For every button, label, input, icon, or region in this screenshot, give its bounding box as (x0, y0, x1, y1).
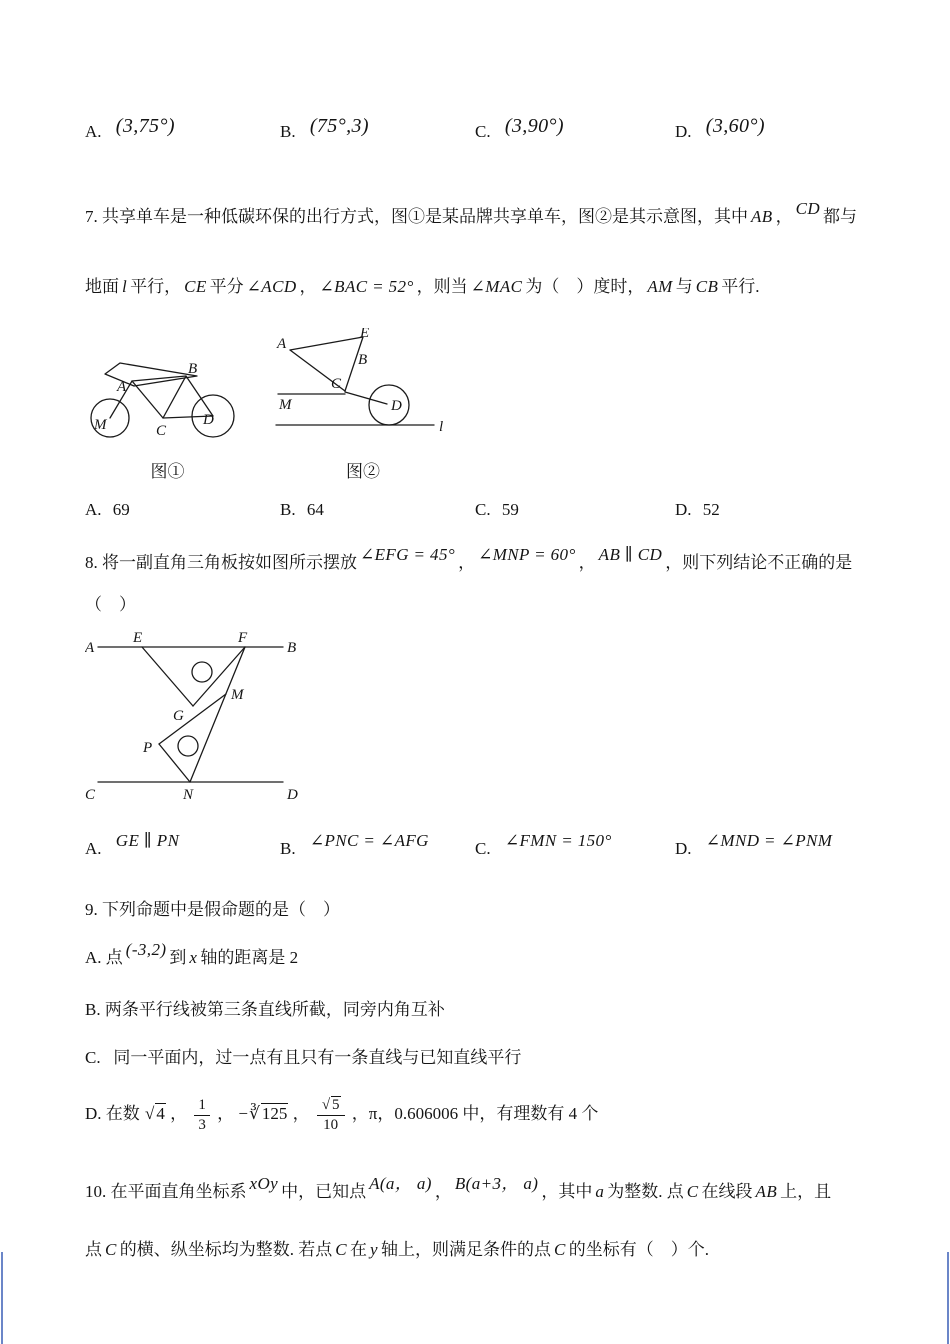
math-run: B(a+3， a) (454, 1174, 539, 1193)
text-run: 的坐标有（ ）个. (568, 1240, 709, 1259)
math-run: ∠MNP = 60° (478, 545, 576, 564)
math-run: C (105, 1240, 117, 1259)
bicycle-diagram-2 (274, 328, 452, 446)
fraction-sqrt5-over-10 (314, 1097, 348, 1133)
figure-1-caption: 图① (150, 462, 185, 481)
option-letter: B. (280, 500, 296, 519)
figure-2 (274, 328, 452, 482)
triangle2-hole (178, 736, 198, 756)
denominator: 10 (317, 1115, 345, 1134)
point-label-m: M (231, 687, 244, 703)
text-run: 在线段 (701, 1182, 753, 1201)
radical-sign: √ (321, 1097, 331, 1113)
option-value: ∠FMN = 150° (504, 831, 612, 850)
negative-cube-root-125 (238, 1103, 288, 1123)
option-a (85, 827, 280, 863)
wheel-circle (369, 385, 409, 425)
option-letter: A. (85, 122, 102, 141)
option-letter: D. (675, 839, 692, 858)
question6-options-row (85, 112, 895, 146)
text-run: ，π，0.606006 中，有理数有 4 个 (351, 1103, 599, 1123)
option-d (675, 827, 895, 863)
math-run: y (370, 1240, 378, 1259)
option-value: 64 (306, 500, 324, 519)
point-label-d: D (203, 412, 214, 428)
text-run: ，则下列结论不正确的是 (665, 553, 853, 572)
math-run: AB (755, 1182, 778, 1201)
text-run: 轴上，则满足条件的点 (380, 1240, 551, 1259)
numerator: 1 (198, 1097, 206, 1113)
text-run: 平分 (209, 277, 244, 296)
minus-sign: − (238, 1103, 248, 1123)
point-label-n: N (183, 787, 194, 803)
numerator (317, 1097, 345, 1115)
option-b (280, 496, 475, 524)
option-value: (3,60°) (705, 115, 765, 137)
question7-figures (85, 328, 895, 482)
text-run: 为整数. 点 (607, 1182, 684, 1201)
point-label-f: F (238, 630, 248, 646)
text-run: ， (434, 1182, 452, 1201)
math-run: ∠ACD (246, 277, 297, 296)
text-run: 中，已知点 (281, 1182, 367, 1201)
text-run: 点 (85, 1240, 102, 1259)
text-run: 都与 (823, 207, 857, 226)
option-letter: A. (85, 500, 102, 519)
point-label-b: B (358, 352, 368, 368)
text-run: ， (458, 553, 476, 572)
option-c (475, 112, 675, 146)
figure-1 (85, 334, 250, 482)
option-letter: C. (475, 500, 491, 519)
point-label-b: B (188, 361, 198, 377)
point-label-e: E (133, 630, 143, 646)
point-label-a: A (277, 336, 287, 352)
option-a (85, 112, 280, 146)
text-run: ， (775, 207, 793, 226)
text-run: ， (299, 277, 317, 296)
point-label-d: D (287, 787, 298, 803)
text-run: 上，且 (780, 1182, 832, 1201)
math-run: ∠EFG = 45° (360, 545, 456, 564)
text-run: 轴的距离是 2 (200, 948, 299, 967)
math-run: CE (184, 277, 207, 296)
option-value: ∠PNC = ∠AFG (309, 831, 429, 850)
point-label-b: B (287, 640, 297, 656)
option-letter: A. (85, 839, 102, 858)
question7-text-line2 (85, 272, 895, 302)
denominator: 3 (194, 1115, 210, 1134)
math-run: AB (751, 207, 773, 226)
fraction-one-third (191, 1097, 213, 1133)
option-c (475, 496, 675, 524)
point-label-d: D (391, 398, 402, 414)
math-run: AB ∥ CD (598, 545, 663, 564)
point-label-m: M (94, 417, 107, 433)
question9-stem (85, 895, 895, 925)
text-run: 10. 在平面直角坐标系 (85, 1182, 247, 1201)
point-label-a: A (85, 640, 95, 656)
radicand: 4 (156, 1103, 165, 1123)
math-run: CB (695, 277, 719, 296)
schematic-lines (276, 337, 434, 425)
text-run: 7. 共享单车是一种低碳环保的出行方式，图①是某品牌共享单车，图②是其示意图，其中 (85, 207, 748, 226)
math-run: C (335, 1240, 347, 1259)
text-run: 平行. (721, 277, 760, 296)
text-run: 到 (169, 948, 187, 967)
radical-sign: ∛ (248, 1103, 260, 1123)
question7-options-row (85, 496, 895, 524)
text-run: （ ） (85, 595, 136, 614)
text-run: 地面 (85, 277, 119, 296)
point-label-e: E (360, 328, 370, 341)
question9-option-a (85, 935, 895, 973)
text-run: 平行， (130, 277, 182, 296)
option-value: GE ∥ PN (115, 831, 180, 850)
text-run: ， (170, 1103, 188, 1123)
point-label-a: A (117, 379, 127, 395)
question10-text-line1 (85, 1169, 895, 1207)
option-letter: B. (280, 122, 296, 141)
option-letter: D. (675, 500, 692, 519)
point-label-p: P (143, 740, 153, 756)
math-run: AM (647, 277, 673, 296)
option-value: (3,75°) (115, 115, 175, 137)
option-a (85, 496, 280, 524)
math-run: a (595, 1182, 605, 1201)
text-run: 8. 将一副直角三角板按如图所示摆放 (85, 553, 357, 572)
radicand: 125 (261, 1103, 288, 1123)
text-run: 在 (350, 1240, 367, 1259)
math-run: A(a， a) (369, 1174, 432, 1193)
sqrt-4 (144, 1103, 166, 1123)
text-run: ， (292, 1103, 310, 1123)
option-letter: B. (280, 839, 296, 858)
math-run: C (686, 1182, 699, 1201)
text-run: ，则当 (416, 277, 468, 296)
figure-2-caption: 图② (346, 462, 380, 481)
point-label-m: M (279, 397, 292, 413)
option-d (675, 112, 895, 146)
text-run: 为（ ）度时， (525, 277, 645, 296)
text-run: ， (578, 553, 596, 572)
question8-text-line1 (85, 540, 895, 578)
question8-text-line2 (85, 590, 895, 620)
question9-option-b (85, 995, 895, 1025)
question9-option-c (85, 1043, 895, 1073)
point-label-c: C (156, 423, 167, 439)
page-border-left (1, 1252, 3, 1344)
text-run: ， (217, 1103, 235, 1123)
text-run: A. 点 (85, 948, 123, 967)
math-run: ∠BAC = 52° (319, 277, 414, 296)
text-run: 的横、纵坐标均为整数. 若点 (119, 1240, 333, 1259)
point-label-c: C (85, 787, 96, 803)
text-run: 9. 下列命题中是假命题的是（ ） (85, 900, 340, 919)
triangle1-hole (192, 662, 212, 682)
math-run: x (189, 948, 198, 967)
math-run: l (122, 277, 128, 296)
option-b (280, 112, 475, 146)
option-value: 69 (112, 500, 130, 519)
set-square-lines (98, 647, 283, 782)
option-value: 52 (702, 500, 720, 519)
option-value: 59 (501, 500, 519, 519)
set-square-diagram (85, 630, 300, 812)
option-d (675, 496, 895, 524)
math-run: xOy (249, 1174, 279, 1193)
option-value: ∠MND = ∠PNM (705, 831, 833, 850)
page-border-right (947, 1252, 949, 1344)
math-run: ∠MAC (470, 277, 523, 296)
option-letter: D. (675, 122, 692, 141)
question8-options-row (85, 827, 895, 863)
option-b (280, 827, 475, 863)
math-run: C (553, 1240, 566, 1259)
radicand: 5 (332, 1097, 340, 1113)
question8-figure-wrap (85, 630, 895, 817)
text-run: 与 (675, 277, 693, 296)
text-run: ，其中 (541, 1182, 593, 1201)
option-letter: C. (475, 839, 491, 858)
option-value: (3,90°) (504, 115, 564, 137)
text-run: C. 同一平面内，过一点有且只有一条直线与已知直线平行 (85, 1048, 522, 1067)
math-run: CD (795, 199, 820, 218)
text-run: B. 两条平行线被第三条直线所截，同旁内角互补 (85, 1000, 445, 1019)
question7-text-line1 (85, 194, 895, 232)
math-run: (-3,2) (125, 940, 167, 959)
option-value: (75°,3) (309, 115, 369, 137)
question10-text-line2 (85, 1235, 895, 1265)
bicycle-diagram-1 (85, 334, 250, 446)
point-label-c: C (331, 376, 342, 392)
text-run: D. 在数 (85, 1103, 140, 1123)
option-letter: C. (475, 122, 491, 141)
line-label-l: l (439, 419, 444, 435)
option-c (475, 827, 675, 863)
radical-sign: √ (145, 1103, 155, 1123)
question9-option-d (85, 1097, 895, 1133)
point-label-g: G (173, 708, 184, 724)
